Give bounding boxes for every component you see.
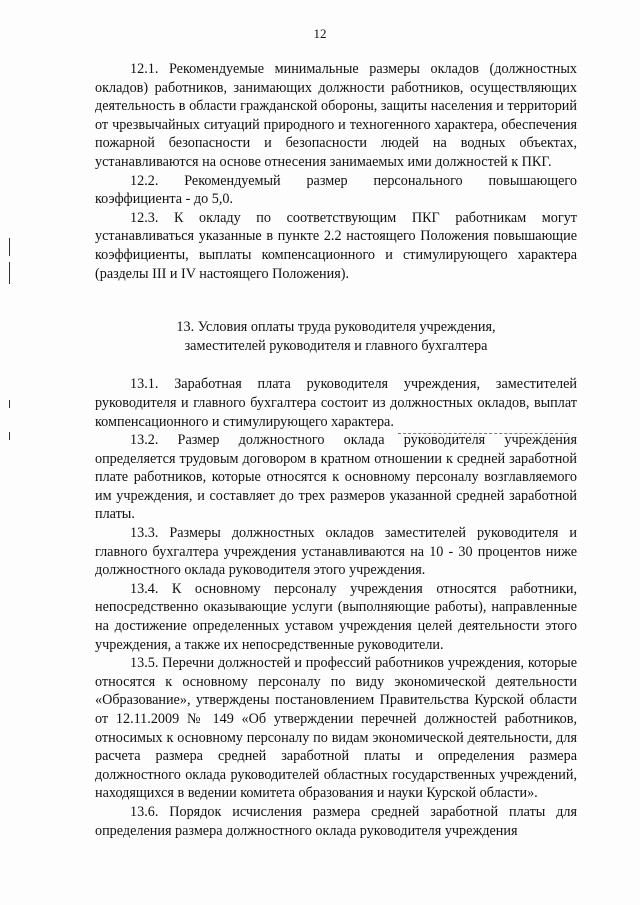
section-13-heading-line-2: заместителей руководителя и главного бухгалтера [184, 337, 488, 354]
page-number: 12 [313, 26, 327, 41]
scan-artifact [9, 262, 10, 284]
paragraph-13-3: 13.3. Размеры должностных окладов заместителей руководителя и главного бухгалтера учреждения устанавливаются на 10 - 30 процентов ниже должностного оклада руководителя этого учреждения. [95, 525, 577, 579]
paragraph-12-3: 12.3. К окладу по соответствующим ПКГ работникам могут устанавливаться указанные в пункте 2.2 настоящего Положения повышающие коэффициенты, выплаты компенсационного и стимулирующего характера (разделы III и IV настоящего Положения). [95, 209, 577, 282]
paragraph-13-5: 13.5. Перечни должностей и профессий работников учреждения, которые относятся к основному персоналу по виду экономической деятельности «Образование», утверждены постановлением Правительства Курской области от 12.11.2009 № 149 «Об утверждении перечней должностей работников, относимых к основному персоналу по видам экономической деятельности, для расчета размера средней заработной платы и определения размера должностного оклада руководителей областных государственных учреждений, находящихся в ведении комитета образования и науки Курской области». [95, 655, 577, 802]
paragraph-13-2: 13.2. Размер должностного оклада руководителя учреждения определяется трудовым договором в кратном отношении к средней заработной плате работников, которые относятся к основному персоналу возглавляемого им учреждения, и составляет до трех размеров указанной средней заработной платы. [95, 432, 577, 523]
paragraph-12-2: 12.2. Рекомендуемый размер персонального повышающего коэффициента - до 5,0. [95, 172, 577, 208]
paragraph-13-4: 13.4. К основному персоналу учреждения относятся работники, непосредственно оказывающие услуги (выполняющие работы), направленные на достижение определенных уставом учреждения целей деятельности этого учреждения, а также их непосредственные руководители. [95, 580, 577, 653]
scan-artifact [9, 400, 10, 408]
scan-artifact [9, 432, 10, 440]
scan-artifact [9, 238, 10, 256]
section-13-heading-line-1: 13. Условия оплаты труда руководителя учреждения, [176, 319, 496, 336]
section-13-heading [95, 318, 577, 355]
document-body [95, 60, 577, 840]
paragraph-13-1: 13.1. Заработная плата руководителя учреждения, заместителей руководителя и главного бухгалтера состоит из должностных окладов, выплат компенсационного и стимулирующего характера. [95, 376, 577, 430]
paragraph-13-6: 13.6. Порядок исчисления размера средней заработной платы для определения размера должностного оклада руководителя учреждения [95, 803, 577, 839]
paragraph-12-1: 12.1. Рекомендуемые минимальные размеры окладов (должностных окладов) работников, занимающих должности работников, осуществляющих деятельность в области гражданской обороны, защиты населения и территорий от чрезвычайных ситуаций природного и техногенного характера, обеспечения пожарной безопасности и безопасности людей на водных объектах, устанавливаются на основе отнесения занимаемых ими должностей к ПКГ. [95, 61, 577, 170]
